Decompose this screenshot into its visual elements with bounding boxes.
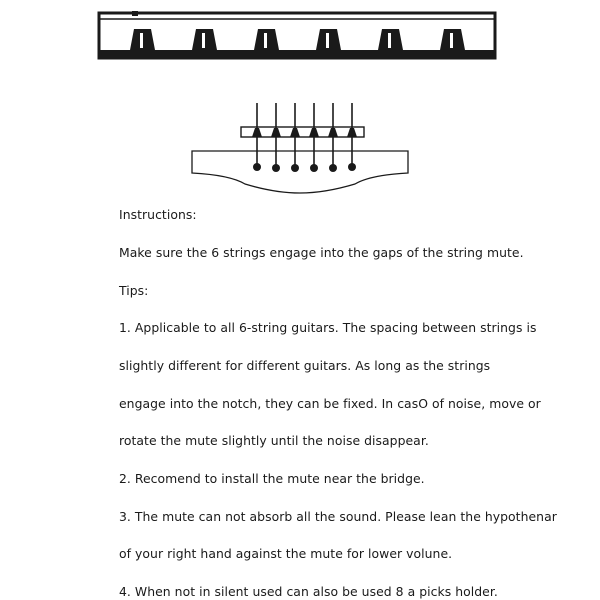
tip-line: engage into the notch, they can be fixed. In casO of noise, move or xyxy=(119,396,541,411)
mute-notch-highlights xyxy=(140,33,453,48)
mute-tab-mark xyxy=(132,11,138,16)
bridge-outline xyxy=(192,151,408,193)
instructions-heading: Instructions: xyxy=(119,207,197,222)
bridge-diagram xyxy=(192,103,408,193)
tip-line: rotate the mute slightly until the noise disappear. xyxy=(119,433,429,448)
string-mute-diagram xyxy=(0,0,600,200)
tip-line: of your right hand against the mute for lower volune. xyxy=(119,546,453,561)
tip-line: 4. When not in silent used can also be used 8 a picks holder. xyxy=(119,584,498,599)
mute-profile xyxy=(99,11,495,58)
tips-heading: Tips: xyxy=(119,283,149,298)
tip-line: 1. Applicable to all 6-string guitars. The spacing between strings is xyxy=(119,320,537,335)
tip-line: 2. Recomend to install the mute near the bridge. xyxy=(119,471,425,486)
mute-teeth xyxy=(99,29,495,58)
bridge-pins xyxy=(253,163,356,172)
instruction-text: Make sure the 6 strings engage into the gaps of the string mute. xyxy=(119,245,524,260)
tip-line: slightly different for different guitars. As long as the strings xyxy=(119,358,491,373)
tip-line: 3. The mute can not absorb all the sound. Please lean the hypothenar xyxy=(119,509,557,524)
